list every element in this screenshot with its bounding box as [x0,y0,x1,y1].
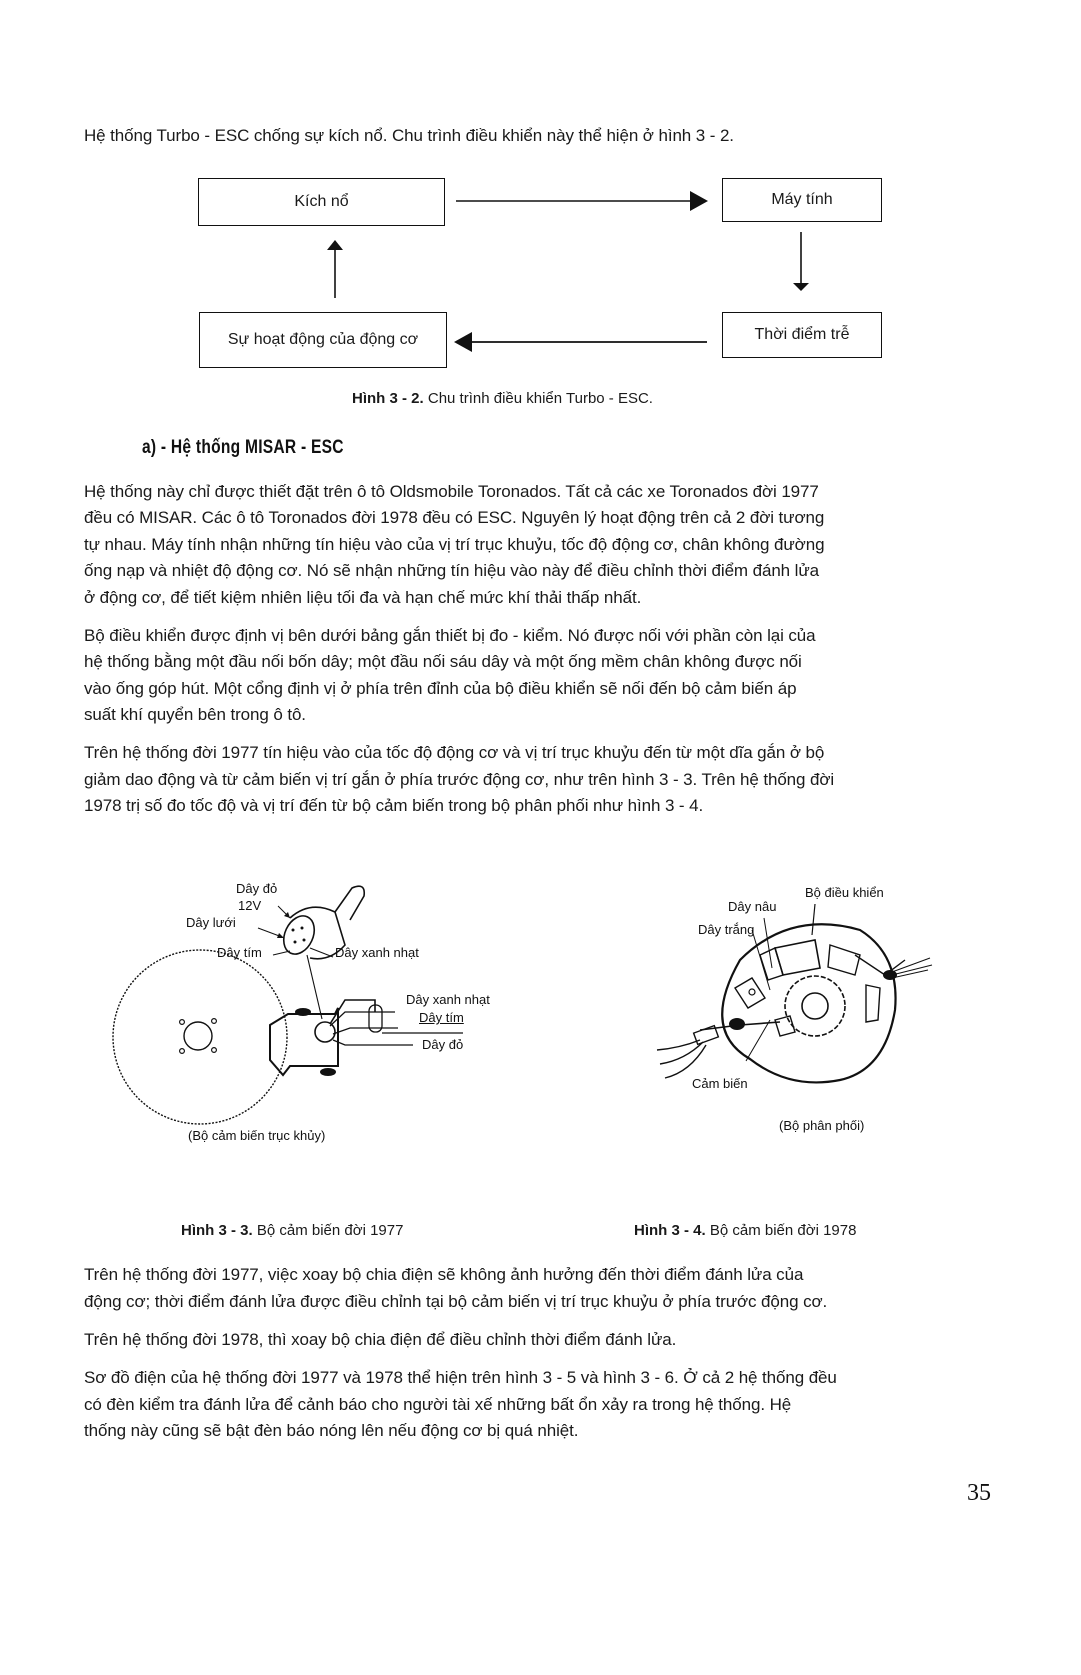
text-line: Hệ thống này chỉ được thiết đặt trên ô tô Oldsmobile Toronados. Tất cả các xe Toronados đời 1977 [84,482,819,501]
figure-3-3-caption: Hình 3 - 3. Bộ cảm biến đời 1977 [181,1222,404,1239]
label-bo-dieu-khien: Bộ điều khiển [805,885,884,900]
text-line: 1978 trị số đo tốc độ và vị trí đến từ bộ cảm biến trong bộ phân phối như hình 3 - 4. [84,796,704,815]
box-thoi-diem-tre: Thời điểm trễ [722,312,882,358]
label-day-do-top: Dây đỏ [236,881,278,896]
figure-3-4-caption: Hình 3 - 4. Bộ cảm biến đời 1978 [634,1222,857,1239]
label-day-xanh-nhat-right: Dây xanh nhạt [406,992,490,1007]
text-line: hệ thống bằng một đầu nối bốn dây; một đầu nối sáu dây và một ống mềm chân không được nối [84,652,802,671]
figure-3-2-caption: Hình 3 - 2. Chu trình điều khiển Turbo - ESC. [352,390,653,407]
text-line: đều có MISAR. Các ô tô Toronados đời 1978 đều có ESC. Nguyên lý hoạt động trên cả 2 đời tương [84,508,825,527]
box-su-hoat-dong: Sự hoạt động của động cơ [199,312,447,368]
text-line: Sơ đồ điện của hệ thống đời 1977 và 1978 thể hiện trên hình 3 - 5 và hình 3 - 6. Ở cả 2 hệ thống đều [84,1368,837,1387]
text-line: Trên hệ thống đời 1977, việc xoay bộ chia điện sẽ không ảnh hưởng đến thời điểm đánh lửa của [84,1265,804,1284]
text-line: ở động cơ, để tiết kiệm nhiên liệu tối đa và hạn chế mức khí thải thấp nhất. [84,588,642,607]
box-kich-no: Kích nổ [198,178,445,226]
text-line: Trên hệ thống đời 1978, thì xoay bộ chia điện để điều chỉnh thời điểm đánh lửa. [84,1330,677,1349]
label-12v: 12V [238,898,262,913]
figure-3-3-subcaption: (Bộ cảm biến trục khủy) [188,1128,326,1143]
label-day-tim-top: Dây tím [217,945,262,960]
text-line: thống này cũng sẽ bật đèn báo nóng lên nếu động cơ bị quá nhiệt. [84,1421,579,1440]
label-day-xanh-nhat-top: Dây xanh nhạt [335,945,419,960]
text-line: vào ống góp hút. Một cổng định vị ở phía trên đỉnh của bộ điều khiển sẽ nối đến bộ cảm biến áp [84,679,797,698]
page-number: 35 [967,1480,991,1506]
label-day-do-right: Dây đỏ [422,1037,464,1052]
text-line: giảm dao động và từ cảm biến vị trí gắn ở phía trước động cơ, như trên hình 3 - 3. Trên hệ thống đời [84,770,835,789]
text-line: Trên hệ thống đời 1977 tín hiệu vào của tốc độ động cơ và vị trí trục khuỷu đến từ một dĩa gắn ở bộ [84,743,825,762]
text-line: ống nạp và nhiệt độ động cơ. Nó sẽ nhận những tín hiệu vào này để điều chỉnh thời điểm đánh lửa [84,561,819,580]
label-day-nau: Dây nâu [728,899,777,914]
text-line: có đèn kiểm tra đánh lửa để cảnh báo cho người tài xế những bất ổn xảy ra trong hệ thống. Hệ [84,1395,792,1414]
intro-text: Hệ thống Turbo - ESC chống sự kích nổ. Chu trình điều khiển này thể hiện ở hình 3 - 2. [84,126,734,145]
box-may-tinh: Máy tính [722,178,882,222]
label-cam-bien: Cảm biến [692,1076,748,1091]
text-line: tự nhau. Máy tính nhận những tín hiệu vào của vị trí trục khuỷu, tốc độ động cơ, chân không đường [84,535,825,554]
text-line: suất khí quyển bên trong ô tô. [84,705,306,724]
section-heading: a) - Hệ thống MISAR - ESC [142,437,344,458]
figure-3-4-subcaption: (Bộ phân phối) [779,1118,865,1133]
label-day-trang: Dây trắng [698,922,755,937]
text-line: động cơ; thời điểm đánh lửa được điều chỉnh tại bộ cảm biến vị trí trục khuỷu ở phía trước động cơ. [84,1292,828,1311]
label-day-tim-right: Dây tím [419,1010,464,1025]
text-line: Bộ điều khiển được định vị bên dưới bảng gắn thiết bị đo - kiểm. Nó được nối với phần còn lại của [84,626,816,645]
label-day-luoi: Dây lưới [186,915,236,930]
